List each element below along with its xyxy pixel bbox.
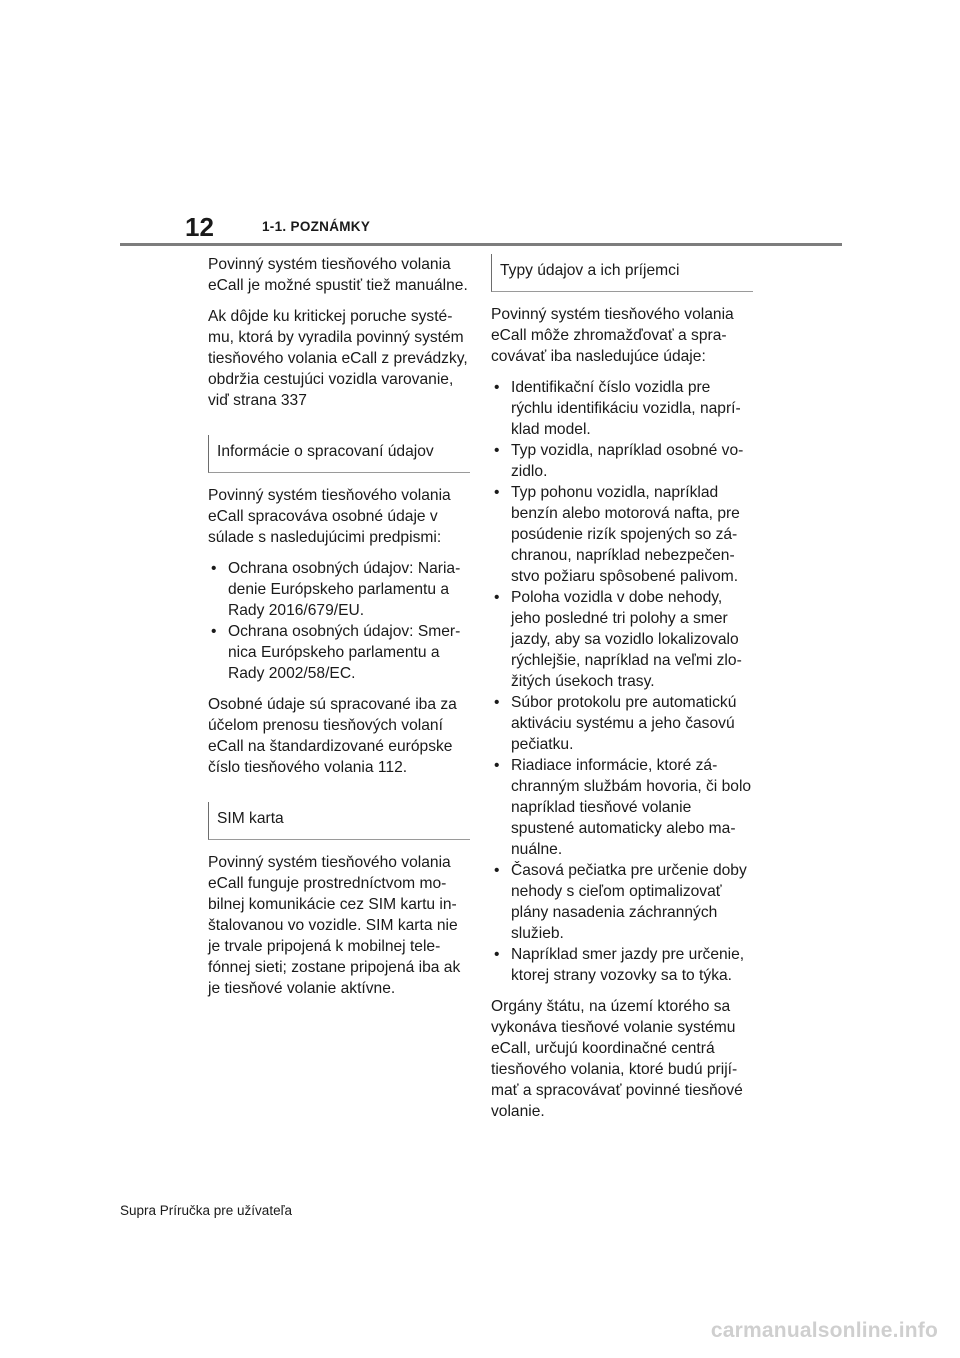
subheading-sim-card: SIM karta [208,802,470,840]
list-item: • Riadiace informácie, ktoré záchranným službám hovoria, či bolo napríklad tiesňové volanie spustené automaticky alebo manuálne. [491,755,753,860]
bullet-list [208,558,470,684]
list-item: • Časová pečiatka pre určenie doby nehody s cieľom optimalizovať plány nasadenia záchranných služieb. [491,860,753,944]
subheading-data-types: Typy údajov a ich príjemci [491,254,753,292]
paragraph: Povinný systém tiesňového volania eCall je možné spustiť tiež manuálne. [208,256,468,294]
section-title: 1-1. POZNÁMKY [262,219,371,234]
right-column [491,254,753,1132]
bullet-list [491,377,753,986]
paragraph: Povinný systém tiesňového volania eCall funguje prostredníctvom mobilnej komunikácie cez SIM kartu inštalovanou vo vozidle. SIM karta nie je trvale pripojená k mobilnej telefónnej sieti; zostane pripojená iba ak je tiesňové volanie aktívne. [208,854,461,997]
paragraph: Povinný systém tiesňového volania eCall spracováva osobné údaje v súlade s nasledujúcimi predpismi: [208,487,451,546]
list-item: • Typ vozidla, napríklad osobné vozidlo. [491,440,753,482]
list-item: • Typ pohonu vozidla, napríklad benzín alebo motorová nafta, pre posúdenie rizík spojených so záchranou, napríklad nebezpečenstvo požiaru spôsobené palivom. [491,482,753,587]
header-divider [120,243,842,246]
list-item: • Ochrana osobných údajov: Nariadenie Európskeho parlamentu a Rady 2016/679/EU. [208,558,470,621]
list-item: • Súbor protokolu pre automatickú aktiváciu systému a jeho časovú pečiatku. [491,692,753,755]
left-column [208,254,470,1009]
list-item: • Napríklad smer jazdy pre určenie, ktorej strany vozovky sa to týka. [491,944,753,986]
paragraph: Povinný systém tiesňového volania eCall môže zhromažďovať a spracovávať iba nasledujúce údaje: [491,306,734,365]
paragraph: Osobné údaje sú spracované iba za účelom prenosu tiesňových volaní eCall na štandardizované európske číslo tiesňového volania 112. [208,696,457,776]
subheading-data-processing: Informácie o spracovaní údajov [208,435,470,473]
page-number: 12 [185,212,214,242]
watermark: carmanualsonline.info [710,1319,938,1342]
paragraph: Ak dôjde ku kritickej poruche systému, ktorá by vyradila povinný systém tiesňového volania eCall z prevádzky, obdržia cestujúci vozidla varovanie, viď strana 337 [208,308,468,409]
paragraph: Orgány štátu, na území ktorého sa vykonáva tiesňové volanie systému eCall, určujú koordinačné centrá tiesňového volania, ktoré budú prijímať a spracovávať povinné tiesňové volanie. [491,998,743,1120]
list-item: • Poloha vozidla v dobe nehody, jeho posledné tri polohy a smer jazdy, aby sa vozidlo lokalizovalo rýchlejšie, napríklad na veľmi zložitých úsekoch trasy. [491,587,753,692]
footer-manual-title: Supra Príručka pre užívateľa [120,1203,293,1218]
list-item: • Ochrana osobných údajov: Smernica Európskeho parlamentu a Rady 2002/58/EC. [208,621,470,684]
list-item: • Identifikační číslo vozidla pre rýchlu identifikáciu vozidla, napríklad model. [491,377,753,440]
